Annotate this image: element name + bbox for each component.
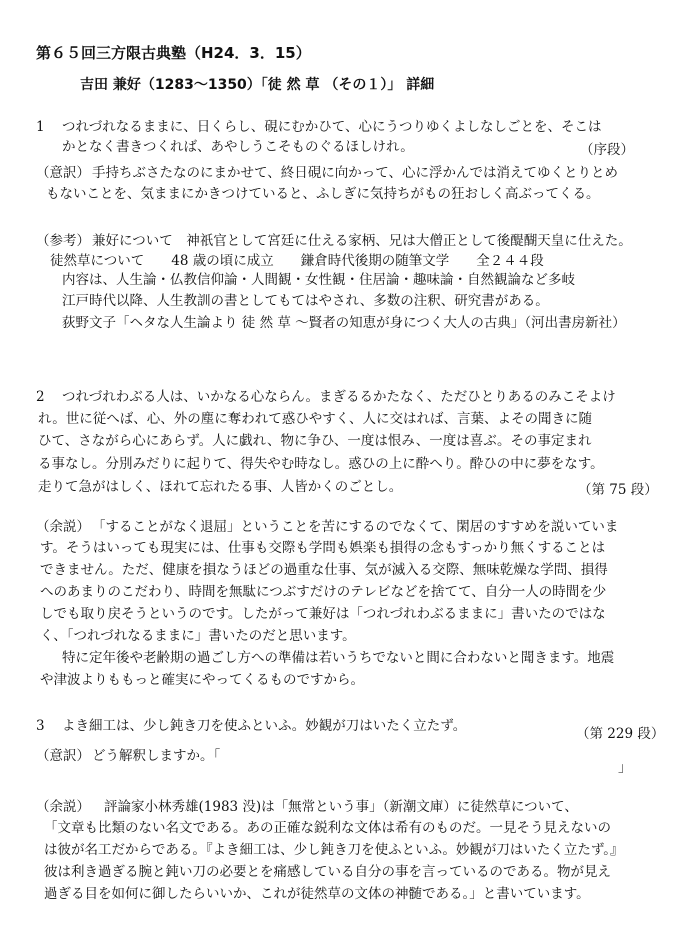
section-number: 3 xyxy=(36,718,45,734)
classical-text-line: ひて、さながら心にあらず。人に戯れ、物に争ひ、一度は恨み、一度は喜ぶ。その事定まれ xyxy=(38,433,592,449)
commentary-line: や津波よりももっと確実にやってくるものですから。 xyxy=(40,672,364,688)
commentary-line: 過ぎる目を如何に御したらいいか、これが徒然草の文体の神髄である。」と書いています。 xyxy=(44,886,590,902)
commentary-line: 彼は利き過ぎる腕と鈍い刀の必要とを痛感している自分の事を言っているのである。物が見え xyxy=(44,864,611,880)
reference-line: 荻野文子「ヘタな人生論より 徒 然 草 ～賢者の知恵が身につく大人の古典」（河出書房新社） xyxy=(62,315,626,331)
translation-line: どう解釈しますか。「 xyxy=(92,748,221,764)
reference-line: 兼好について 神祇官として宮廷に仕える家柄、兄は大僧正として後醍醐天皇に仕えた。 xyxy=(92,233,632,249)
reference-line: 徒然草について 48 歳の頃に成立 鎌倉時代後期の随筆文学 全２４４段 xyxy=(50,253,544,269)
commentary-line: 「することがなく退屈」ということを苦にするのでなくて、閑居のすすめを説いていま xyxy=(92,519,619,535)
commentary-line: できません。ただ、健康を損なうほどの過重な仕事、気が滅入る交際、無味乾燥な学問、損得 xyxy=(40,562,608,578)
commentary-line: へのあまりのこだわり、時間を無駄につぶすだけのテレビなどを捨てて、自分一人の時間を少 xyxy=(40,584,607,600)
section-number: 1 xyxy=(36,119,45,135)
page-subtitle: 吉田 兼好（1283～1350）「徒 然 草 （その１）」 詳細 xyxy=(80,77,435,93)
classical-text-line: れ。世に従へば、心、外の塵に奪われて惑ひやすく、人に交はれば、言葉、よその聞きに随 xyxy=(38,411,593,427)
commentary-line: す。そうはいっても現実には、仕事も交際も学問も娯楽も損得の念もすっかり無くすることは xyxy=(40,540,606,556)
commentary-label: （余説） xyxy=(36,799,90,815)
translation-line: 手持ちぶさたなのにまかせて、終日硯に向かって、心に浮かんでは消えてゆくとりとめ xyxy=(92,165,618,181)
section-reference: （第 229 段） xyxy=(576,726,665,742)
classical-text-line: る事なし。分別みだりに起りて、得失やむ時なし。惑ひの上に酔へり。酔ひの中に夢をなす。 xyxy=(38,456,604,472)
section-reference: （序段） xyxy=(580,142,634,158)
commentary-label: （余説） xyxy=(36,519,90,535)
reference-label: （参考） xyxy=(36,233,90,249)
translation-line: もないことを、気ままにかきつけていると、ふしぎに気持ちがもの狂おしく高ぶってくる。 xyxy=(46,186,600,202)
classical-text-line: つれづれなるままに、日くらし、硯にむかひて、心にうつりゆくよしなしごとを、そこは xyxy=(62,119,602,135)
commentary-line: は彼が名工だからである。『よき細工は、少し鈍き刀を使ふといふ。妙観が刀はいたく立たず。』 xyxy=(44,842,624,858)
commentary-line: 特に定年後や老齢期の過ごし方への準備は若いうちでないと間に合わないと聞きます。地震 xyxy=(62,650,615,666)
classical-text-line: かとなく書きつくれば、あやしうこそものぐるほしけれ。 xyxy=(62,139,414,155)
classical-text-line: つれづれわぶる人は、いかなる心ならん。まぎるるかたなく、ただひとりあるのみこそよけ xyxy=(62,389,616,405)
section-number: 2 xyxy=(36,389,45,405)
commentary-line: く、「つれづれなるままに」書いたのだと思います。 xyxy=(40,628,356,644)
translation-label: （意訳） xyxy=(36,165,90,181)
classical-text-line: 走りて急がはしく、ほれて忘れたる事、人皆かくのごとし。 xyxy=(38,479,403,495)
reference-line: 江戸時代以降、人生教訓の書としてもてはやされ、多数の注釈、研究書がある。 xyxy=(62,293,549,309)
commentary-line: しでも取り戻そうというのです。したがって兼好は「つれづれわぶるままに」書いたのではな xyxy=(40,606,606,622)
commentary-line: 「文章も比類のない名文である。あの正確な鋭利な文体は希有のものだ。一見そう見えないの xyxy=(44,820,611,836)
section-reference: （第 75 段） xyxy=(578,482,658,498)
reference-line: 内容は、人生論・仏教信仰論・人間観・女性観・住居論・趣味論・自然観論など多岐 xyxy=(62,272,575,288)
classical-text-line: よき細工は、少し鈍き刀を使ふといふ。妙観が刀はいたく立たず。 xyxy=(62,718,467,734)
answer-blank-close: 」 xyxy=(618,760,632,776)
commentary-line: 評論家小林秀雄(1983 没)は「無常という事」（新潮文庫）に徒然草について、 xyxy=(104,799,578,815)
translation-label: （意訳） xyxy=(36,748,90,764)
page-title: 第６５回三方限古典塾（H24．3．15） xyxy=(36,44,311,62)
